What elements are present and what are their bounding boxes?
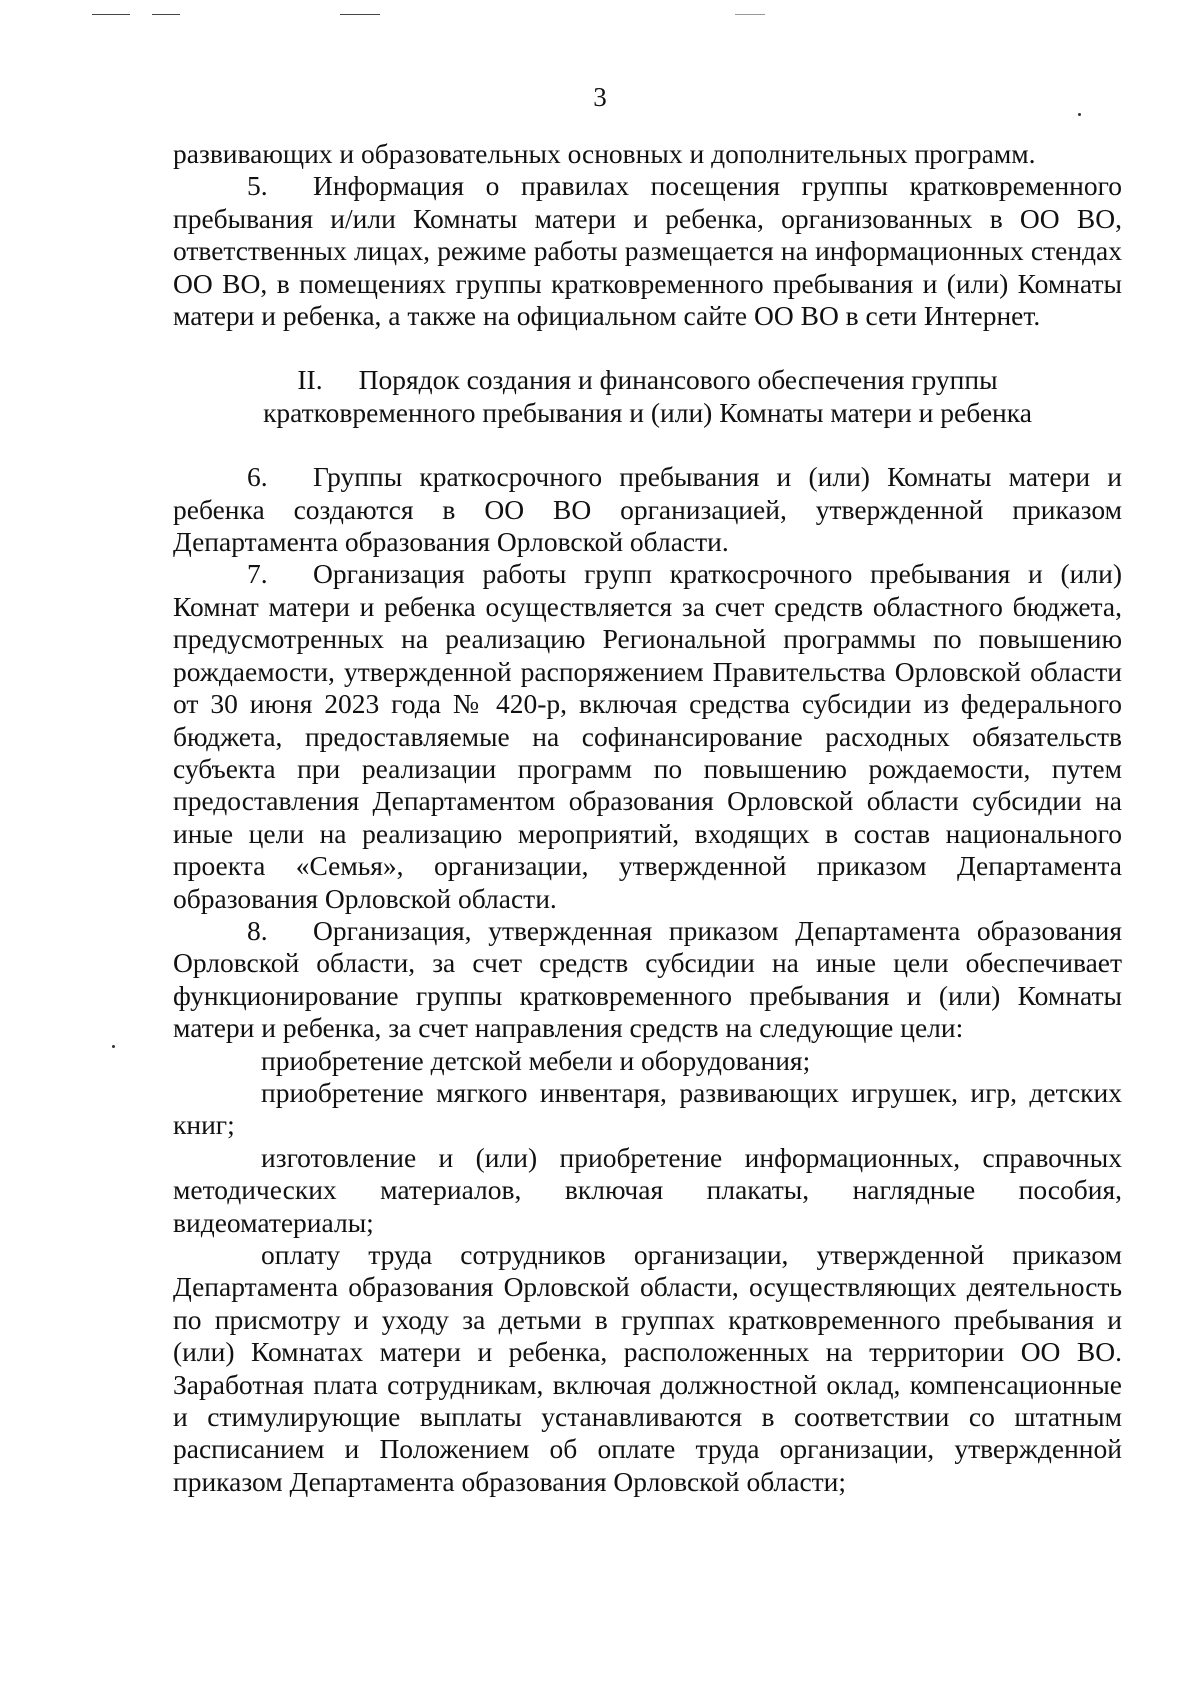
scan-artifact <box>735 14 765 15</box>
paragraph-number: 5. <box>247 170 268 202</box>
page-number: 3 <box>593 82 607 112</box>
scan-artifact <box>152 14 180 15</box>
paragraph-text: Группы краткосрочного пребывания и (или) Комнаты матери и ребенка создаются в ОО ВО организацией, утвержденной приказом Департамента образования Орловской области. <box>173 461 1122 558</box>
section-title-line-1: Порядок создания и финансового обеспечения группы <box>358 364 998 396</box>
list-item: оплату труда сотрудников организации, утвержденной приказом Департамента образования Орловской области, осуществляющих деятельность по присмотру и уходу за детьми в группах кратковременного пребывания и (или) Комнатах матери и ребенка, расположенных на территории ОО ВО. Заработная плата сотрудникам, включая должностной оклад, компенсационные и стимулирующие выплаты устанавливаются в соответствии со штатным расписанием и Положением об оплате труда организации, утвержденной приказом Департамента образования Орловской области; <box>173 1239 1122 1497</box>
paragraph-text: Информация о правилах посещения группы кратковременного пребывания и/или Комнаты матери и ребенка, организованных в ОО ВО, ответственных лицах, режиме работы размещается на информационных стендах ОО ВО, в помещениях группы кратковременного пребывания и (или) Комнаты матери и ребенка, а также на официальном сайте ОО ВО в сети Интернет. <box>173 170 1122 332</box>
scan-dot <box>112 1045 115 1048</box>
paragraph-7 <box>173 558 1122 914</box>
document-body <box>173 138 1122 1498</box>
scan-artifact <box>340 14 380 15</box>
scan-artifact <box>92 14 130 15</box>
intro-line: развивающих и образовательных основных и дополнительных программ. <box>173 138 1036 169</box>
scan-dot <box>1078 113 1081 116</box>
list-item: приобретение детской мебели и оборудования; <box>261 1044 811 1076</box>
list-item: приобретение мягкого инвентаря, развивающих игрушек, игр, детских книг; <box>173 1076 1122 1141</box>
list-item: изготовление и (или) приобретение информационных, справочных методических материалов, включая плакаты, наглядные пособия, видеоматериалы; <box>173 1141 1122 1238</box>
paragraph-number: 6. <box>247 461 268 493</box>
paragraph-8 <box>173 915 1122 1045</box>
section-title-line-2: кратковременного пребывания и (или) Комнаты матери и ребенка <box>263 396 1032 428</box>
paragraph-6 <box>173 461 1122 558</box>
paragraph-number: 8. <box>247 914 268 946</box>
section-heading <box>173 364 1122 429</box>
paragraph-number: 7. <box>247 558 268 590</box>
paragraph-5 <box>173 170 1122 332</box>
section-number: II. <box>297 364 323 396</box>
paragraph-text: Организация работы групп краткосрочного пребывания и (или) Комнат матери и ребенка осуществляется за счет средств областного бюджета, предусмотренных на реализацию Региональной программы по повышению рождаемости, утвержденной распоряжением Правительства Орловской области от 30 июня 2023 года № 420-р, включая средства субсидии из федерального бюджета, предоставляемые на софинансирование расходных обязательств субъекта при реализации программ по повышению рождаемости, путем предоставления Департаментом образования Орловской области субсидии на иные цели на реализацию мероприятий, входящих в состав национального проекта «Семья», организации, утвержденной приказом Департамента образования Орловской области. <box>173 558 1122 914</box>
paragraph-text: Организация, утвержденная приказом Департамента образования Орловской области, за счет средств субсидии на иные цели обеспечивает функционирование группы кратковременного пребывания и (или) Комнаты матери и ребенка, за счет направления средств на следующие цели: <box>173 914 1122 1044</box>
